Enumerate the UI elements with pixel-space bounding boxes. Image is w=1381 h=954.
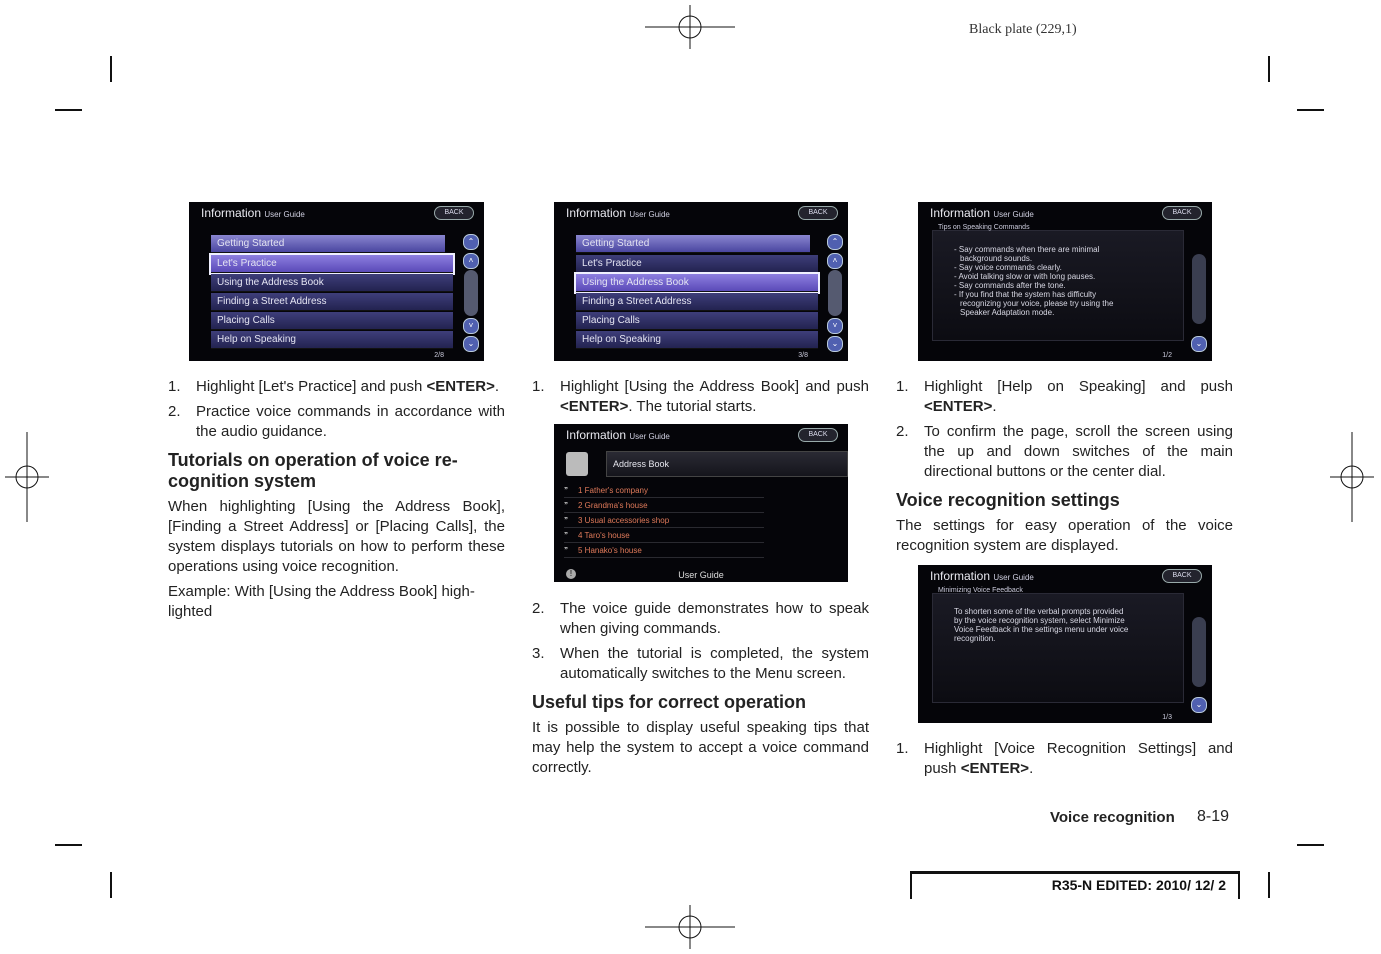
step: 1. Highlight [Let's Practice] and push <ENTER>. <box>168 378 500 395</box>
back-button: BACK <box>798 206 838 220</box>
screen-crumb: User Guide <box>993 210 1034 219</box>
scroll-up-icon: ˄ <box>827 253 843 269</box>
menu-item: Finding a Street Address <box>576 293 818 311</box>
paragraph: The settings for easy operation of the voice recognition system are displayed. <box>896 517 1233 554</box>
address-book-heading: Address Book <box>606 451 848 477</box>
scrollbar <box>1192 617 1206 687</box>
screen-title: Information <box>201 206 262 220</box>
page-indicator: 2/8 <box>434 352 444 359</box>
menu-item: Placing Calls <box>211 312 453 330</box>
screen-title: Information <box>930 206 991 220</box>
scrollbar <box>1192 254 1206 324</box>
crop-mark <box>1268 56 1270 82</box>
screen-crumb: User Guide <box>264 210 305 219</box>
menu-item: Let's Practice <box>576 255 818 273</box>
step: 3. When the tutorial is completed, the system automatically switches to the Menu screen. <box>532 645 869 682</box>
paragraph: Example: With [Using the Address Book] high-lighted <box>168 583 475 620</box>
registration-mark-right <box>1330 432 1374 522</box>
screen-footer: User Guide <box>678 570 724 580</box>
screen-subtitle: Tips on Speaking Commands <box>938 224 1030 231</box>
step: 1. Highlight [Voice Recognition Settings] and push <ENTER>. <box>896 740 1233 777</box>
back-button: BACK <box>798 428 838 442</box>
screen-speaking-tips <box>918 202 1212 361</box>
registration-mark-top <box>645 5 735 49</box>
page-number: 8-19 <box>1197 808 1230 825</box>
crop-mark <box>1297 844 1324 846</box>
list-item: ” 4 Taro's house <box>564 529 764 543</box>
scrollbar <box>464 270 478 316</box>
section-footer-title: Voice recognition <box>1050 809 1175 826</box>
column-2-bottom <box>532 599 869 783</box>
section-heading: Voice recognition settings <box>896 490 1120 510</box>
voice-icon: ” <box>564 516 568 525</box>
menu-item: Getting Started <box>211 235 445 253</box>
voice-icon: ” <box>564 501 568 510</box>
menu-item: Getting Started <box>576 235 810 253</box>
step: 1. Highlight [Help on Speaking] and push <ENTER>. <box>896 378 1233 415</box>
registration-mark-left <box>5 432 49 522</box>
column-2-top <box>532 377 869 422</box>
column-3-top <box>896 377 1233 561</box>
plate-label: Black plate (229,1) <box>969 22 1077 37</box>
crop-mark <box>55 844 82 846</box>
menu-item: Using the Address Book <box>211 274 453 292</box>
screen-subtitle: Minimizing Voice Feedback <box>938 587 1023 594</box>
screen-title: Information <box>930 569 991 583</box>
list-item: ” 5 Hanako's house <box>564 544 764 558</box>
screen-title: Information <box>566 428 627 442</box>
scroll-bottom-icon: ⌄ <box>1191 336 1207 352</box>
list-item: ” 1 Father's company <box>564 484 764 498</box>
menu-item: Finding a Street Address <box>211 293 453 311</box>
edit-stamp: R35-N EDITED: 2010/ 12/ 2 <box>910 871 1240 899</box>
scroll-bottom-icon: ⌄ <box>463 336 479 352</box>
step: 2. To confirm the page, scroll the screen using the up and down switches of the main directional buttons or the center dial. <box>896 423 1233 480</box>
menu-item: Help on Speaking <box>211 331 453 349</box>
screen-crumb: User Guide <box>629 432 670 441</box>
address-book-icon <box>566 452 588 476</box>
section-heading: Tutorials on operation of voice re-cognition system <box>168 450 458 491</box>
page-indicator: 1/3 <box>1162 714 1172 721</box>
screen-title: Information <box>566 206 627 220</box>
menu-item: Placing Calls <box>576 312 818 330</box>
back-button: BACK <box>434 206 474 220</box>
scroll-down-icon: ˅ <box>827 318 843 334</box>
list-item: ” 2 Grandma's house <box>564 499 764 513</box>
screen-address-book-tutorial <box>554 424 848 582</box>
feedback-text: To shorten some of the verbal prompts provided by the voice recognition system, select Minimize Voice Feedback in the settings menu under voice recognition. <box>954 607 1129 643</box>
scroll-top-icon: ⌃ <box>827 234 843 250</box>
voice-icon: ” <box>564 486 568 495</box>
menu-item-selected: Let's Practice <box>211 255 453 273</box>
menu-item-selected: Using the Address Book <box>576 274 818 292</box>
back-button: BACK <box>1162 206 1202 220</box>
section-heading: Useful tips for correct operation <box>532 692 807 712</box>
scroll-top-icon: ⌃ <box>463 234 479 250</box>
registration-mark-bottom <box>645 905 735 949</box>
paragraph: When highlighting [Using the Address Book], [Finding a Street Address] or [Placing Calls], the system displays tutorials on how to perform these operations using voice recognition. <box>168 498 505 575</box>
scroll-up-icon: ˄ <box>463 253 479 269</box>
screen-crumb: User Guide <box>629 210 670 219</box>
screen-address-book <box>554 202 848 361</box>
crop-mark <box>55 109 82 111</box>
scroll-down-icon: ˅ <box>463 318 479 334</box>
list-item: ” 3 Usual accessories shop <box>564 514 764 528</box>
step: 2. The voice guide demonstrates how to speak when giving commands. <box>532 600 869 637</box>
tips-text: - Say commands when there are minimal background sounds. - Say voice commands clearly. - Avoid talking slow or with long pauses. - Say commands after the tone. - If you find that the system has difficulty recognizing your voice, please try using the Speaker Adaptation mode. <box>954 245 1114 317</box>
crop-mark <box>1268 872 1270 898</box>
column-3-bottom <box>896 739 1233 784</box>
crop-mark <box>1297 109 1324 111</box>
scrollbar <box>828 270 842 316</box>
voice-icon: ” <box>564 546 568 555</box>
page-indicator: 3/8 <box>798 352 808 359</box>
crop-mark <box>110 56 112 82</box>
step: 2. Practice voice commands in accordance with the audio guidance. <box>168 403 505 440</box>
page-indicator: 1/2 <box>1162 352 1172 359</box>
voice-icon: ” <box>564 531 568 540</box>
scroll-bottom-icon: ⌄ <box>1191 697 1207 713</box>
step: 1. Highlight [Using the Address Book] and push <ENTER>. The tutorial starts. <box>532 378 869 415</box>
screen-crumb: User Guide <box>993 573 1034 582</box>
paragraph: It is possible to display useful speaking tips that may help the system to accept a voice command correctly. <box>532 719 869 776</box>
crop-mark <box>110 872 112 898</box>
info-icon: ! <box>566 569 576 579</box>
menu-item: Help on Speaking <box>576 331 818 349</box>
screen-voice-feedback <box>918 565 1212 723</box>
scroll-bottom-icon: ⌄ <box>827 336 843 352</box>
column-1 <box>168 377 505 627</box>
screen-lets-practice <box>189 202 484 361</box>
back-button: BACK <box>1162 569 1202 583</box>
